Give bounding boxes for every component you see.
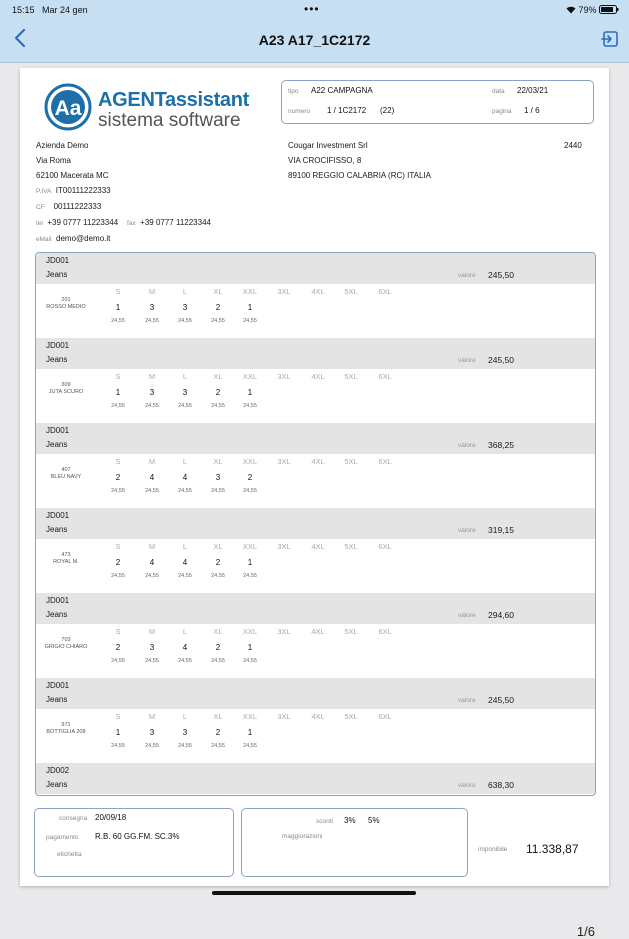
size-header: L (182, 712, 188, 721)
color-code: 703 (61, 637, 71, 643)
size-price: 24,55 (111, 743, 125, 749)
size-quantity[interactable]: 1 (247, 388, 253, 397)
size-quantity[interactable]: 1 (115, 728, 121, 737)
size-price: 24,55 (243, 488, 257, 494)
size-price: 24,55 (111, 318, 125, 324)
size-header: 3XL (277, 287, 291, 296)
home-indicator[interactable] (212, 891, 416, 895)
company-cf: CF 00111222333 (36, 202, 102, 211)
item-code: JD001 (46, 256, 70, 265)
item-value: 294,60 (488, 610, 514, 620)
size-price: 24,55 (145, 403, 159, 409)
size-price: 24,55 (145, 658, 159, 664)
size-quantity[interactable]: 4 (182, 473, 188, 482)
size-price: 24,55 (145, 743, 159, 749)
size-quantity[interactable]: 2 (215, 303, 221, 312)
item-color (36, 382, 96, 396)
item-value-label: valore (458, 782, 476, 789)
item-description: Jeans (46, 440, 68, 449)
color-name: JUTA SCURO (48, 389, 84, 395)
item-header (36, 253, 595, 284)
etichetta-label: etichetta (57, 851, 82, 858)
size-quantity[interactable]: 3 (149, 388, 155, 397)
customer-street: VIA CROCIFISSO, 8 (288, 156, 362, 165)
numero-label: numero (288, 108, 311, 115)
item-value: 245,50 (488, 695, 514, 705)
size-price: 24,55 (243, 743, 257, 749)
color-name: ROSSO MEDIO (46, 304, 86, 310)
size-price: 24,55 (243, 573, 257, 579)
order-item[interactable] (36, 508, 595, 593)
size-header: M (148, 712, 156, 721)
company-city: 62100 Macerata MC (36, 171, 109, 180)
logo-mark-icon (44, 83, 92, 131)
multitask-dots-icon[interactable]: ••• (304, 2, 320, 16)
size-price: 24,55 (145, 488, 159, 494)
item-value: 319,15 (488, 525, 514, 535)
size-price: 24,55 (178, 488, 192, 494)
size-header: M (148, 457, 156, 466)
item-color (36, 637, 96, 651)
size-header: XL (213, 712, 223, 721)
color-code: 407 (61, 467, 71, 473)
item-header (36, 423, 595, 454)
size-quantity[interactable]: 3 (149, 643, 155, 652)
size-header: M (148, 542, 156, 551)
size-price: 24,55 (111, 403, 125, 409)
item-code: JD002 (46, 766, 70, 775)
document-page[interactable] (20, 68, 609, 939)
size-price: 24,55 (111, 658, 125, 664)
sconti-label: sconti (316, 818, 333, 825)
item-value: 245,50 (488, 270, 514, 280)
size-quantity[interactable]: 3 (182, 388, 188, 397)
numero-value: 1 / 1C2172 (327, 106, 367, 115)
customer-block (288, 138, 588, 183)
size-header: 3XL (277, 542, 291, 551)
size-header: XXL (242, 712, 258, 721)
color-name: BOTTIGLIA 208 (46, 729, 86, 735)
size-header: 4XL (311, 542, 325, 551)
item-value-label: valore (458, 357, 476, 364)
consegna-label: consegna (59, 815, 88, 822)
item-description: Jeans (46, 270, 68, 279)
size-header: XL (213, 457, 223, 466)
pagamento-value: R.B. 60 GG.FM. SC.3% (95, 832, 180, 841)
exit-icon (601, 30, 619, 48)
size-header: S (115, 627, 121, 636)
item-color (36, 297, 96, 311)
size-quantity[interactable]: 2 (115, 473, 121, 482)
size-header: 5XL (344, 542, 358, 551)
company-piva: P.IVA IT00111222333 (36, 186, 111, 195)
size-price: 24,55 (211, 743, 225, 749)
item-header (36, 338, 595, 369)
size-quantity[interactable]: 1 (247, 558, 253, 567)
size-quantity[interactable]: 4 (149, 558, 155, 567)
battery-percent: 79% (578, 5, 597, 15)
size-header: 6XL (378, 542, 392, 551)
size-header: 3XL (277, 372, 291, 381)
company-block (36, 138, 211, 247)
size-quantity[interactable]: 3 (182, 728, 188, 737)
item-code: JD001 (46, 341, 70, 350)
size-price: 24,55 (243, 403, 257, 409)
color-code: 309 (61, 382, 71, 388)
size-price: 24,55 (145, 573, 159, 579)
size-price: 24,55 (211, 403, 225, 409)
discounts-box (241, 808, 468, 877)
size-header: 3XL (277, 712, 291, 721)
item-header (36, 763, 595, 794)
color-name: GRIGIO CHIARO (44, 644, 88, 650)
size-price: 24,55 (178, 318, 192, 324)
size-header: XXL (242, 372, 258, 381)
customer-code: 2440 (564, 141, 582, 150)
size-header: 6XL (378, 627, 392, 636)
order-item[interactable] (36, 593, 595, 678)
item-code: JD001 (46, 511, 70, 520)
size-quantity[interactable]: 2 (115, 558, 121, 567)
svg-text:Aa: Aa (54, 97, 82, 120)
order-item[interactable] (36, 253, 595, 338)
size-header: M (148, 627, 156, 636)
order-item[interactable] (36, 338, 595, 423)
size-price: 24,55 (211, 318, 225, 324)
size-header: XXL (242, 287, 258, 296)
pagina-label: pagina (492, 108, 512, 115)
logo-brand-line1: AGENTassistant (98, 89, 250, 111)
size-price: 24,55 (211, 573, 225, 579)
size-header: XL (213, 287, 223, 296)
size-header: XXL (242, 457, 258, 466)
size-price: 24,55 (178, 743, 192, 749)
item-header (36, 678, 595, 709)
company-phones: tel +39 0777 11223344 fax +39 0777 11223344 (36, 218, 211, 227)
size-header: 4XL (311, 712, 325, 721)
delivery-payment-box (34, 808, 234, 877)
exit-button[interactable] (601, 30, 619, 53)
size-price: 24,55 (211, 488, 225, 494)
size-quantity[interactable]: 2 (215, 728, 221, 737)
item-description: Jeans (46, 610, 68, 619)
size-header: 6XL (378, 287, 392, 296)
size-header: L (182, 627, 188, 636)
item-value-label: valore (458, 442, 476, 449)
imponibile-label: imponibile (478, 846, 508, 853)
size-header: L (182, 457, 188, 466)
size-header: S (115, 457, 121, 466)
item-value: 368,25 (488, 440, 514, 450)
tipo-value: A22 CAMPAGNA (311, 86, 373, 95)
size-price: 24,55 (145, 318, 159, 324)
item-description: Jeans (46, 780, 68, 789)
maggiorazioni-label: maggiorazioni (282, 833, 323, 840)
item-header (36, 508, 595, 539)
size-price: 24,55 (178, 658, 192, 664)
size-header: L (182, 542, 188, 551)
wifi-icon (566, 6, 576, 14)
size-header: XL (213, 627, 223, 636)
size-header: L (182, 287, 188, 296)
size-header: 5XL (344, 372, 358, 381)
item-value-label: valore (458, 697, 476, 704)
data-value: 22/03/21 (517, 86, 549, 95)
company-email: eMail demo@demo.it (36, 234, 111, 243)
size-quantity[interactable]: 2 (115, 643, 121, 652)
size-price: 24,55 (211, 658, 225, 664)
document-info-box (281, 80, 594, 124)
size-quantity[interactable]: 1 (247, 643, 253, 652)
size-quantity[interactable]: 3 (182, 303, 188, 312)
company-street: Via Roma (36, 156, 71, 165)
size-quantity[interactable]: 4 (149, 473, 155, 482)
size-price: 24,55 (243, 318, 257, 324)
item-color (36, 552, 96, 566)
item-header (36, 593, 595, 624)
pagamento-label: pagamento (46, 834, 79, 841)
navigation-bar (0, 20, 629, 63)
item-value-label: valore (458, 612, 476, 619)
size-header: 3XL (277, 627, 291, 636)
size-price: 24,55 (178, 573, 192, 579)
size-header: S (115, 712, 121, 721)
size-header: S (115, 287, 121, 296)
size-header: 5XL (344, 457, 358, 466)
nav-title: A23 A17_1C2172 (258, 32, 371, 48)
item-color (36, 467, 96, 481)
color-code: 971 (61, 722, 71, 728)
size-header: 4XL (311, 372, 325, 381)
color-name: ROYAL M. (53, 559, 79, 565)
status-bar (0, 0, 629, 20)
consegna-value: 20/09/18 (95, 813, 127, 822)
size-header: 4XL (311, 627, 325, 636)
battery-icon (599, 5, 619, 14)
item-value: 245,50 (488, 355, 514, 365)
size-header: 5XL (344, 287, 358, 296)
size-quantity[interactable]: 3 (149, 303, 155, 312)
item-value-label: valore (458, 272, 476, 279)
size-header: 5XL (344, 712, 358, 721)
size-quantity[interactable]: 2 (215, 388, 221, 397)
pagina-value: 1 / 6 (524, 106, 540, 115)
item-description: Jeans (46, 525, 68, 534)
size-price: 24,55 (178, 403, 192, 409)
item-value-label: valore (458, 527, 476, 534)
size-quantity[interactable]: 1 (115, 388, 121, 397)
numero-extra: (22) (380, 106, 395, 115)
item-code: JD001 (46, 596, 70, 605)
color-name: BLEU NAVY (50, 474, 82, 480)
size-price: 24,55 (243, 658, 257, 664)
color-code: 201 (61, 297, 71, 303)
size-header: XXL (242, 627, 258, 636)
size-header: 6XL (378, 372, 392, 381)
color-code: 473 (61, 552, 71, 558)
logo-brand-line2: sistema software (98, 110, 241, 131)
item-color (36, 722, 96, 736)
order-item[interactable] (36, 423, 595, 508)
item-code: JD001 (46, 681, 70, 690)
item-value: 638,30 (488, 780, 514, 790)
order-item[interactable] (36, 763, 595, 796)
size-quantity[interactable]: 1 (247, 303, 253, 312)
tipo-label: tipo (288, 88, 299, 95)
item-description: Jeans (46, 695, 68, 704)
size-header: 5XL (344, 627, 358, 636)
size-header: XL (213, 542, 223, 551)
status-right (566, 5, 619, 15)
size-quantity[interactable]: 2 (215, 643, 221, 652)
size-header: XL (213, 372, 223, 381)
imponibile-value: 11.338,87 (526, 842, 579, 856)
order-items-list[interactable] (35, 252, 596, 796)
page-indicator: 1/6 (576, 924, 595, 939)
size-header: M (148, 287, 156, 296)
sconto-2-value: 5% (368, 816, 380, 825)
size-quantity[interactable]: 1 (247, 728, 253, 737)
sconto-1-value: 3% (344, 816, 356, 825)
size-header: M (148, 372, 156, 381)
size-price: 24,55 (111, 573, 125, 579)
size-quantity[interactable]: 4 (182, 643, 188, 652)
size-header: 4XL (311, 287, 325, 296)
size-header: 6XL (378, 457, 392, 466)
item-code: JD001 (46, 426, 70, 435)
data-label: data (492, 88, 505, 95)
size-quantity[interactable]: 4 (182, 558, 188, 567)
customer-name: Cougar Investment Srl (288, 141, 368, 150)
status-time: 15:15 Mar 24 gen (12, 5, 88, 15)
size-header: L (182, 372, 188, 381)
size-header: 4XL (311, 457, 325, 466)
size-header: 3XL (277, 457, 291, 466)
customer-city: 89100 REGGIO CALABRIA (RC) ITALIA (288, 171, 432, 180)
size-quantity[interactable]: 1 (115, 303, 121, 312)
size-quantity[interactable]: 3 (149, 728, 155, 737)
item-description: Jeans (46, 355, 68, 364)
size-price: 24,55 (111, 488, 125, 494)
size-header: S (115, 372, 121, 381)
size-header: S (115, 542, 121, 551)
order-item[interactable] (36, 678, 595, 763)
size-quantity[interactable]: 2 (215, 558, 221, 567)
size-quantity[interactable]: 3 (215, 473, 221, 482)
size-quantity[interactable]: 2 (247, 473, 253, 482)
size-header: XXL (242, 542, 258, 551)
company-name: Azienda Demo (36, 141, 89, 150)
size-header: 6XL (378, 712, 392, 721)
